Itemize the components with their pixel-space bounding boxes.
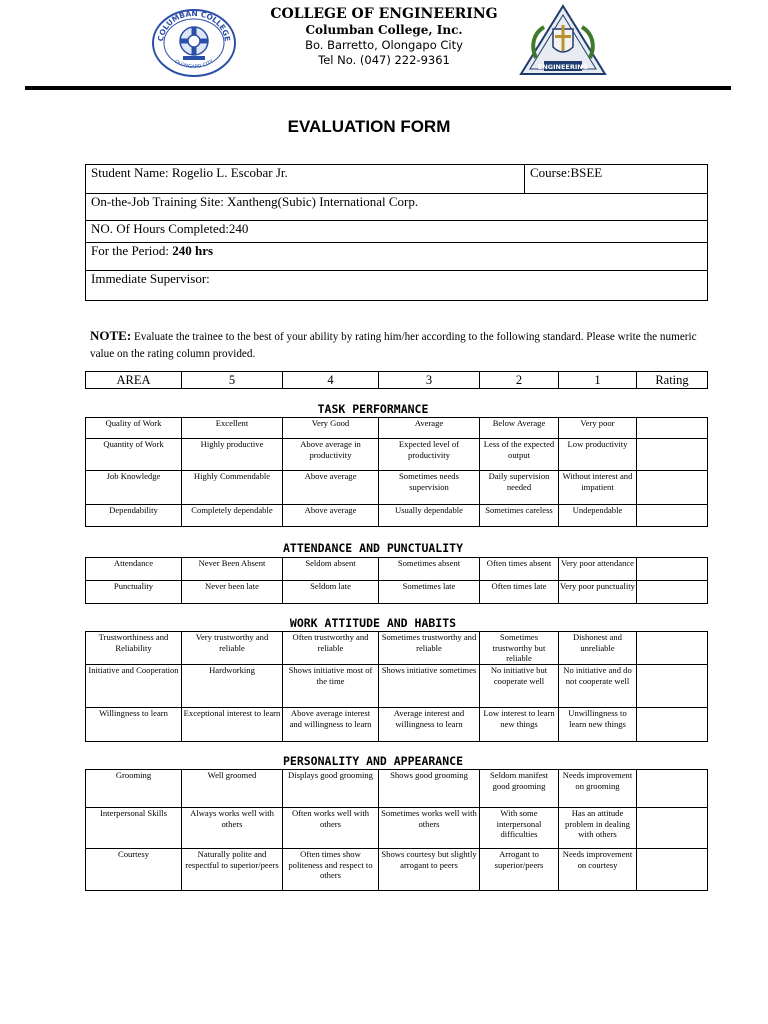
scale-3-header: 3 [379, 372, 480, 389]
svg-text:COLUMBAN COLLEGE: COLUMBAN COLLEGE [155, 8, 233, 43]
training-period [86, 243, 708, 271]
descriptor-cell: Often trustworthy and reliable [283, 632, 379, 665]
descriptor-cell: Seldom absent [283, 558, 379, 581]
area-header: AREA [86, 372, 182, 389]
descriptor-cell: Below Average [480, 418, 559, 439]
descriptor-cell: Well groomed [182, 770, 283, 808]
descriptor-cell: Dishonest and unreliable [559, 632, 637, 665]
descriptor-cell: Always works well with others [182, 808, 283, 849]
descriptor-cell: Usually dependable [379, 505, 480, 527]
table-row [86, 471, 708, 505]
descriptor-cell: Without interest and impatient [559, 471, 637, 505]
descriptor-cell: Sometimes absent [379, 558, 480, 581]
descriptor-cell: No initiative and do not cooperate well [559, 665, 637, 708]
student-name: Student Name: Rogelio L. Escobar Jr. [86, 165, 525, 194]
criterion-cell: Willingness to learn [86, 708, 182, 742]
descriptor-cell: Highly Commendable [182, 471, 283, 505]
letterhead [0, 6, 768, 71]
descriptor-cell: Above average in productivity [283, 439, 379, 471]
table-row [86, 808, 708, 849]
descriptor-cell: Has an attitude problem in dealing with others [559, 808, 637, 849]
descriptor-cell: Above average [283, 471, 379, 505]
section-title-attendance-punctuality: ATTENDANCE AND PUNCTUALITY [282, 541, 463, 555]
criterion-cell: Dependability [86, 505, 182, 527]
descriptor-cell: Average interest and willingness to learn [379, 708, 480, 742]
table-row [86, 418, 708, 439]
rating-header: Rating [637, 372, 708, 389]
form-title: EVALUATION FORM [287, 117, 451, 136]
descriptor-cell: Arrogant to superior/peers [480, 849, 559, 891]
scale-2-header: 2 [480, 372, 559, 389]
hours-completed: NO. Of Hours Completed:240 [86, 221, 708, 243]
table-row [86, 581, 708, 604]
descriptor-cell: Expected level of productivity [379, 439, 480, 471]
descriptor-cell: Exceptional interest to learn [182, 708, 283, 742]
rating-cell[interactable] [637, 665, 708, 708]
descriptor-cell: Highly productive [182, 439, 283, 471]
institution-name: Columban College, Inc. [305, 23, 463, 37]
note-text: Evaluate the trainee to the best of your ability by rating him/her according to the following standard. Please write the numeric value on the rating column provided. [90, 331, 697, 360]
rating-cell[interactable] [637, 581, 708, 604]
rating-cell[interactable] [637, 849, 708, 891]
table-row [86, 439, 708, 471]
rating-cell[interactable] [637, 632, 708, 665]
header-divider [25, 86, 731, 90]
descriptor-cell: Sometimes trustworthy and reliable [379, 632, 480, 665]
college-name: COLLEGE OF ENGINEERING [270, 6, 498, 22]
attendance-punctuality-table [85, 557, 708, 604]
rating-cell[interactable] [637, 505, 708, 527]
criterion-cell: Job Knowledge [86, 471, 182, 505]
section-title-personality-appearance: PERSONALITY AND APPEARANCE [282, 754, 463, 768]
descriptor-cell: Completely dependable [182, 505, 283, 527]
rating-instructions [90, 327, 710, 363]
period-label: For the Period: [91, 243, 173, 258]
descriptor-cell: Needs improvement on courtesy [559, 849, 637, 891]
descriptor-cell: Hardworking [182, 665, 283, 708]
criterion-cell: Courtesy [86, 849, 182, 891]
rating-cell[interactable] [637, 708, 708, 742]
descriptor-cell: Sometimes needs supervision [379, 471, 480, 505]
engineering-seal-icon [516, 3, 610, 77]
student-info-table [85, 164, 708, 301]
descriptor-cell: Low productivity [559, 439, 637, 471]
institution-address: Bo. Barretto, Olongapo City [305, 38, 463, 52]
descriptor-cell: Sometimes late [379, 581, 480, 604]
note-label: NOTE: [90, 328, 132, 343]
descriptor-cell: Sometimes works well with others [379, 808, 480, 849]
rating-cell[interactable] [637, 418, 708, 439]
descriptor-cell: Sometimes careless [480, 505, 559, 527]
table-row [86, 849, 708, 891]
training-site: On-the-Job Training Site: Xantheng(Subic) International Corp. [86, 194, 708, 221]
descriptor-cell: Less of the expected output [480, 439, 559, 471]
criterion-cell: Initiative and Cooperation [86, 665, 182, 708]
criterion-cell: Interpersonal Skills [86, 808, 182, 849]
descriptor-cell: Seldom manifest good grooming [480, 770, 559, 808]
descriptor-cell: Often times late [480, 581, 559, 604]
descriptor-cell: Often times show politeness and respect to others [283, 849, 379, 891]
descriptor-cell: Very poor punctuality [559, 581, 637, 604]
descriptor-cell: Never Been Absent [182, 558, 283, 581]
svg-text:OLONGAPO CITY: OLONGAPO CITY [173, 58, 215, 71]
table-row [86, 770, 708, 808]
criterion-cell: Quantity of Work [86, 439, 182, 471]
table-row [86, 558, 708, 581]
table-row [86, 632, 708, 665]
table-row [86, 505, 708, 527]
descriptor-cell: Displays good grooming [283, 770, 379, 808]
descriptor-cell: Very poor [559, 418, 637, 439]
immediate-supervisor: Immediate Supervisor: [86, 271, 708, 301]
criterion-cell: Trustworthiness and Reliability [86, 632, 182, 665]
criterion-cell: Grooming [86, 770, 182, 808]
descriptor-cell: Often times absent [480, 558, 559, 581]
descriptor-cell: Never been late [182, 581, 283, 604]
descriptor-cell: Very poor attendance [559, 558, 637, 581]
course: Course:BSEE [525, 165, 708, 194]
descriptor-cell: Unwillingness to learn new things [559, 708, 637, 742]
section-title-work-attitude: WORK ATTITUDE AND HABITS [289, 616, 457, 630]
descriptor-cell: Average [379, 418, 480, 439]
table-row [86, 665, 708, 708]
criterion-cell: Punctuality [86, 581, 182, 604]
task-performance-table [85, 417, 708, 527]
personality-appearance-table [85, 769, 708, 891]
scale-5-header: 5 [182, 372, 283, 389]
rating-cell[interactable] [637, 439, 708, 471]
scale-1-header: 1 [559, 372, 637, 389]
descriptor-cell: Undependable [559, 505, 637, 527]
criterion-cell: Attendance [86, 558, 182, 581]
descriptor-cell: With some interpersonal difficulties [480, 808, 559, 849]
descriptor-cell: Very Good [283, 418, 379, 439]
descriptor-cell: Shows good grooming [379, 770, 480, 808]
rating-cell[interactable] [637, 558, 708, 581]
rating-scale-header [85, 371, 708, 389]
descriptor-cell: Excellent [182, 418, 283, 439]
descriptor-cell: Sometimes trustworthy but reliable [480, 632, 559, 665]
scale-4-header: 4 [283, 372, 379, 389]
rating-cell[interactable] [637, 808, 708, 849]
descriptor-cell: Needs improvement on grooming [559, 770, 637, 808]
descriptor-cell: Very trustworthy and reliable [182, 632, 283, 665]
descriptor-cell: Above average interest and willingness to learn [283, 708, 379, 742]
rating-cell[interactable] [637, 471, 708, 505]
descriptor-cell: Shows courtesy but slightly arrogant to peers [379, 849, 480, 891]
descriptor-cell: No initiative but cooperate well [480, 665, 559, 708]
table-row [86, 708, 708, 742]
period-value: 240 hrs [172, 243, 214, 258]
descriptor-cell: Naturally polite and respectful to superior/peers [182, 849, 283, 891]
section-title-task-performance: TASK PERFORMANCE [317, 402, 429, 416]
svg-text:ENGINEERING: ENGINEERING [537, 63, 589, 71]
rating-cell[interactable] [637, 770, 708, 808]
descriptor-cell: Above average [283, 505, 379, 527]
criterion-cell: Quality of Work [86, 418, 182, 439]
descriptor-cell: Daily supervision needed [480, 471, 559, 505]
work-attitude-table [85, 631, 708, 742]
descriptor-cell: Shows initiative most of the time [283, 665, 379, 708]
descriptor-cell: Shows initiative sometimes [379, 665, 480, 708]
descriptor-cell: Low interest to learn new things [480, 708, 559, 742]
descriptor-cell: Seldom late [283, 581, 379, 604]
descriptor-cell: Often works well with others [283, 808, 379, 849]
institution-telephone: Tel No. (047) 222-9361 [318, 53, 450, 67]
